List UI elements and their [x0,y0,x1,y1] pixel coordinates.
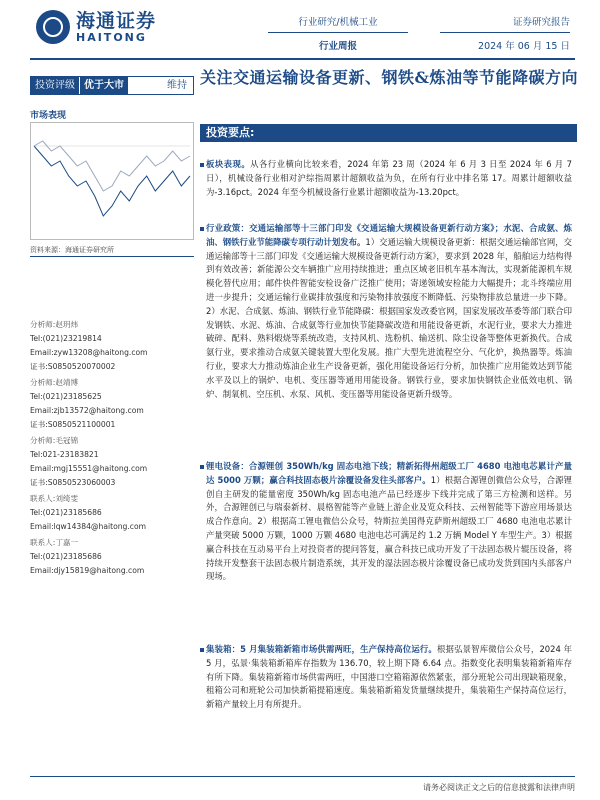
bullet-text: 1）根据合源锂创微信公众号，合源锂创自主研发的能量密度 350Wh/kg 固态电池产品已经逐步下线并完成了第三方检测和送样。另外，合源锂创已与瑞泰新材、晨格智能等产业链上游企业及览众科技、云州智能等下游应用场景达成合作意向。2）根据高工锂电微信公众号，特斯拉美国得克萨斯州超级工厂 4680 电池电芯累计产量突破 5000 万颗，1000 万颗 4680 电池电芯可满足约 1.2 万辆 Model Y 车型生产。3）根据赢合科技在互动易平台上对投资者的提问答复，赢合科技已成功开发了干法固态极片辊压设备，将持续开发整套干法固态极片制造系统，其开发的湿法固态极片涂覆设备已成功发货到国内头部客户现场。 [206,474,573,582]
analyst-email[interactable]: Email:mgj15551@haitong.com [30,464,148,473]
chart-series-line-1 [34,146,190,216]
analyst-tel: Tel:(021)23219814 [30,334,102,343]
bullet-container [206,643,572,712]
header-right [440,14,570,52]
chart-series-line-2 [34,141,190,191]
footer-disclaimer: 请务必阅读正文之后的信息披露和法律声明 [423,783,575,792]
bullet-heading: 板块表现。 [206,159,251,169]
bullet-sector-performance [206,158,572,199]
report-type: 行业周报 [318,41,357,52]
bullet-marker-icon [200,465,204,469]
analyst-list [30,318,196,580]
chart-source: 资料来源：海通证券研究所 [30,246,114,254]
report-label: 证券研究报告 [440,14,570,33]
investment-rating [30,76,194,95]
bullet-marker-icon [200,648,204,652]
analyst-name: 分析师:赵靖博 [30,378,79,387]
analyst-tel: Tel:(021)23185625 [30,392,102,401]
analyst-name: 分析师:毛冠锦 [30,436,79,445]
bullet-marker-icon [200,227,204,231]
analyst-entry [30,318,196,374]
report-category: 行业研究/机械工业 [268,14,408,33]
analyst-tel: Tel:021-23183821 [30,450,99,459]
report-date: 2024 年 06 月 15 日 [478,41,570,52]
bullet-lithium-equipment [206,460,572,584]
analyst-entry [30,536,196,578]
analyst-email[interactable]: Email:zjb13572@haitong.com [30,406,144,415]
analyst-entry [30,434,196,490]
logo-chinese-name: 海通证券 [76,10,157,32]
analyst-name: 联系人:刘绮雯 [30,494,79,503]
bullet-text: 从各行业横向比较来看，2024 年第 23 周（2024 年 6 月 3 日至 2024 年 6 月 7 日），机械设备行业相对沪综指周累计超额收益为负，在所有行业中排名第 17。周累计超额收益为-3.16pct。2024 年至今机械设备行业累计超额收益为-13.20pct。 [206,159,572,197]
analyst-cert: 证书:S0850520070002 [30,362,116,371]
analyst-name: 联系人:丁嘉一 [30,538,79,547]
analyst-email[interactable]: Email:djy15819@haitong.com [30,566,145,575]
company-logo [36,10,156,44]
rating-label: 投资评级 [31,77,79,94]
analyst-name: 分析师:赵玥炜 [30,320,79,329]
bullet-heading: 集装箱：5 月集装箱新箱市场供需两旺，生产保持高位运行。 [206,644,437,654]
market-performance-chart [30,122,194,240]
chart-frame [31,123,194,240]
bullet-text: 根据弘景智库微信公众号，2024 年 5 月，弘景·集装箱新箱库存指数为 136.70，较上期下降 6.64 点。指数变化表明集装箱新箱库存有所下降。集装箱新箱市场供需两旺，中国港口空箱箱源依然紧张，部分班轮公司出现缺箱现象，租箱公司和班轮公司加快新箱提箱速度。集装箱新箱发货量继续提升，集装箱生产保持高位运行，新箱产量较上月有所提升。 [206,644,572,710]
key-points-heading: 投资要点: [200,124,577,142]
analyst-email[interactable]: Email:zyw13208@haitong.com [30,348,148,357]
analyst-entry [30,492,196,534]
analyst-cert: 证书:S0850523060003 [30,478,116,487]
rating-value: 优于大市 [79,77,128,94]
left-column-divider [30,256,194,257]
bullet-heading: 锂电设备：合源锂创 350Wh/kg 固态电池下线；精新拓得州超级工厂 4680 电池电芯累计产量达 5000 万颗；赢合科技固态极片涂覆设备发往头部客户。 [206,461,572,485]
bullet-heading: 行业政策：交通运输部等十三部门印发《交通运输大规模设备更新行动方案》；水泥、合成氨、炼油、钢铁行业节能降碳专项行动计划发布。 [206,223,572,247]
analyst-tel: Tel:(021)23185686 [30,552,102,561]
header-center [268,14,408,52]
bullet-industry-policy [206,222,572,401]
analyst-email[interactable]: Email:lqw14384@haitong.com [30,522,146,531]
bullet-marker-icon [200,163,204,167]
logo-emblem-icon [36,10,70,44]
analyst-tel: Tel:(021)23185686 [30,508,102,517]
analyst-cert: 证书:S0850521100001 [30,420,116,429]
report-title: 关注交通运输设备更新、钢铁&炼油等节能降碳方向 [200,68,578,87]
header-divider [30,58,575,60]
bullet-text: 1）交通运输大规模设备更新：根据交通运输部官网，交通运输部等十三部门印发《交通运输大规模设备更新行动方案》，要求到 2028 年，船舶运力结构得到有效改善；新能源公交车辆推广应用持续推进；重点区域老旧机车基本淘汰，实现新能源机车规模化替代应用；邮件快件智能安检设备广泛推广使用；寄递领域安检能力大幅提升；北斗终端应用进一步提升；交通运输行业碳排放强度和污染物排放强度不断降低、污染物排放总量进一步下降。2）水泥、合成氨、炼油、钢铁行业节能降碳：根据国家发改委官网，国家发展改革委等部门联合印发钢铁、水泥、炼油、合成氨等行业加快节能降碳改造和用能设备更新，水泥行业，要求大力推进破碎、配料、熟料煅烧等系统改造，支持风机、选粉机、输送机、除尘设备等整体更新换代。合成氨行业，要求推动合成氨关键装置大型化发展。推广大型先进流程空分、气化炉，换热器等。炼油行业，要求大力推动炼油企业生产设备更新，强化用能设备运行分析，加快推广应用能效达到节能水平及以上的锅炉、电机、变压器等通用用能设备。钢铁行业，要求加快钢铁企业低效电机、锅炉、制氧机、空压机、水泵、风机、变压器等用能设备更新升级等。 [206,236,573,399]
logo-english-name: HAITONG [76,31,147,44]
footer-divider [30,776,575,777]
analyst-entry [30,376,196,432]
rating-action: 维持 [167,80,187,91]
market-performance-label: 市场表现 [30,111,67,121]
